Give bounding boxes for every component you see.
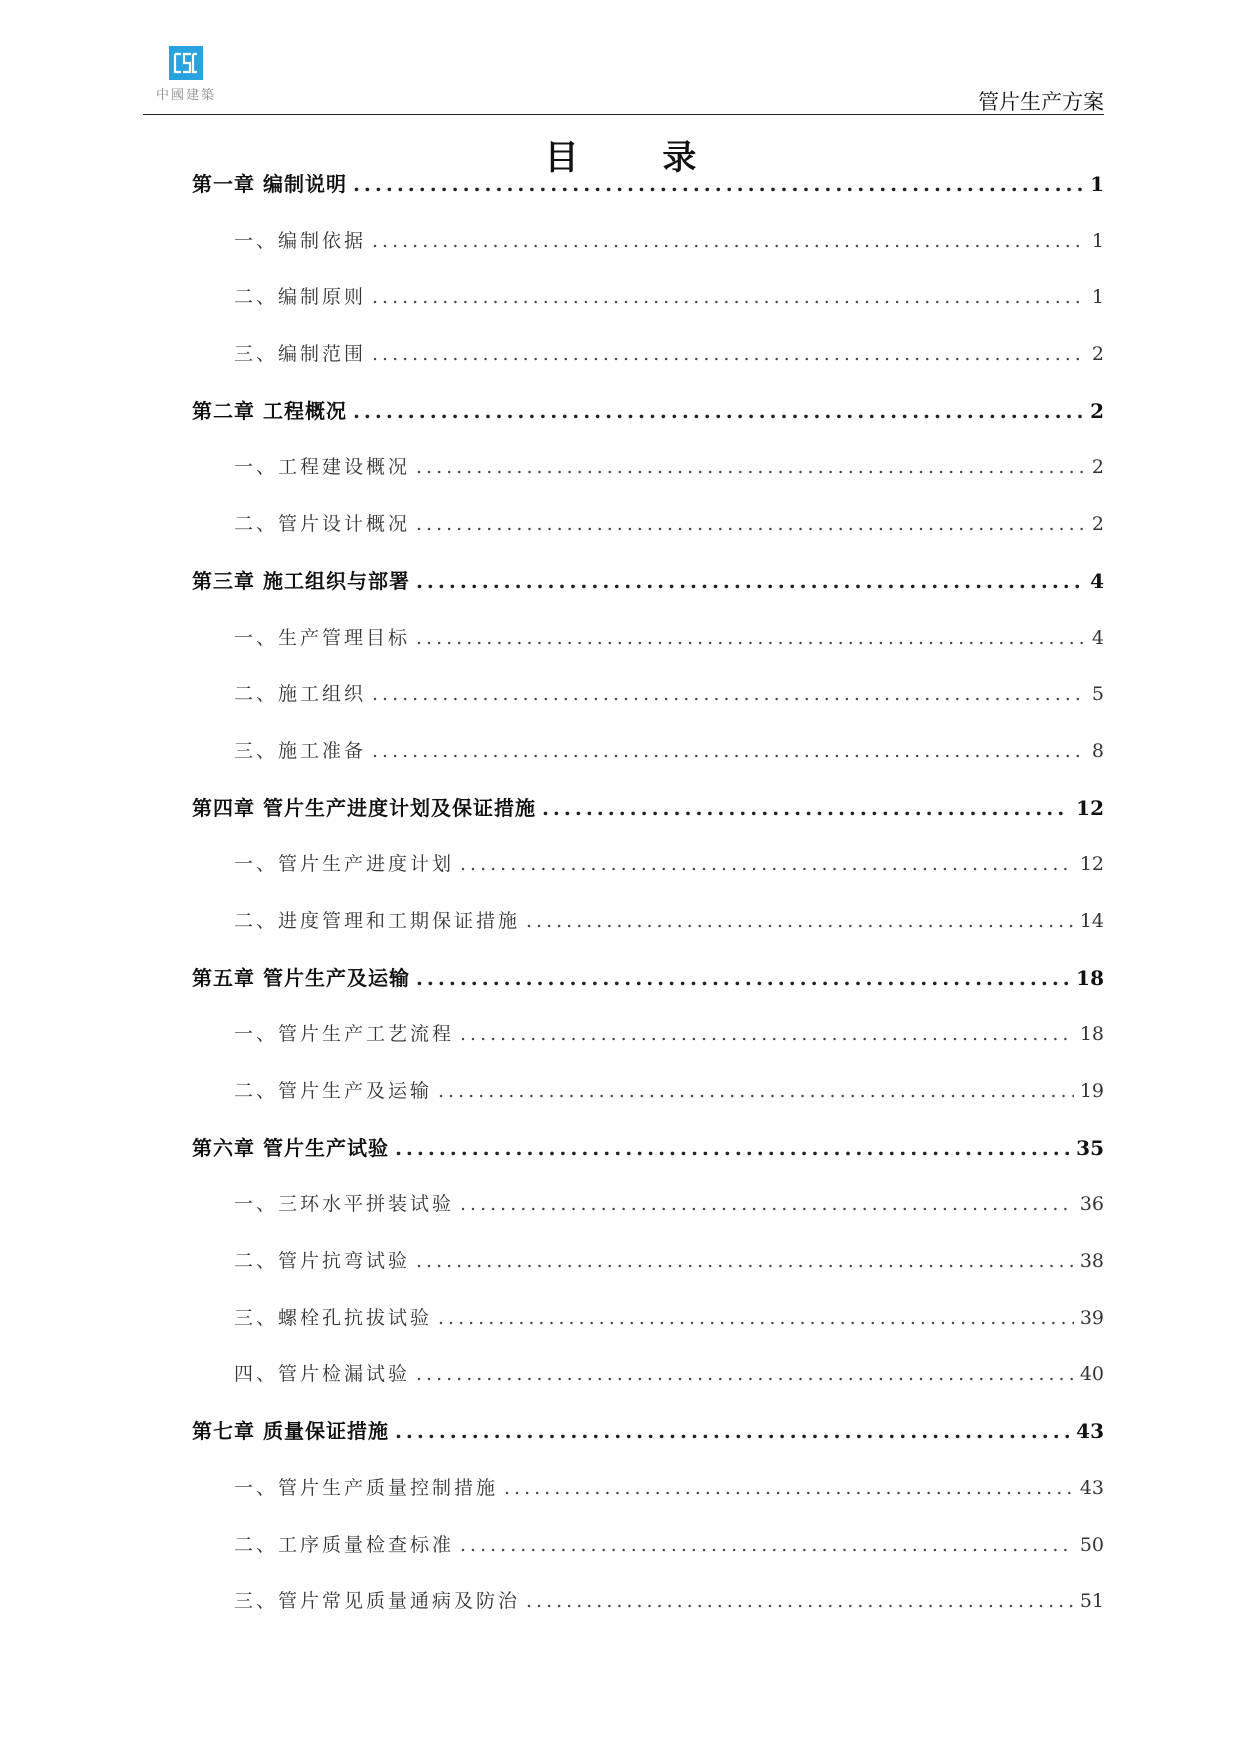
- toc-chapter-entry[interactable]: [192, 957, 1104, 1014]
- toc-dot-leader: [353, 390, 1084, 432]
- toc-entry-label: 第一章 编制说明: [192, 172, 347, 196]
- toc-section-entry[interactable]: [192, 1013, 1104, 1070]
- toc-entry-label: 二、进度管理和工期保证措施: [234, 909, 521, 932]
- toc-dot-leader: [542, 787, 1070, 829]
- toc-chapter-entry[interactable]: [192, 390, 1104, 447]
- toc-section-entry[interactable]: [192, 1467, 1104, 1524]
- toc-section-entry[interactable]: [192, 446, 1104, 503]
- toc-page-number: 2: [1091, 513, 1104, 536]
- toc-page-number: 40: [1079, 1363, 1104, 1386]
- table-of-contents: [192, 163, 1104, 1637]
- toc-entry-label: 二、编制原则: [234, 286, 367, 309]
- toc-section-entry[interactable]: [192, 1070, 1104, 1127]
- toc-chapter-entry[interactable]: [192, 560, 1104, 617]
- toc-section-entry[interactable]: [192, 1297, 1104, 1354]
- toc-entry-label: 三、编制范围: [234, 343, 367, 366]
- toc-dot-leader: [395, 1410, 1070, 1452]
- toc-page-number: 43: [1076, 1419, 1104, 1444]
- toc-page-number: 2: [1091, 343, 1104, 366]
- toc-dot-leader: [504, 1467, 1074, 1509]
- toc-page-number: 12: [1079, 853, 1104, 876]
- toc-section-entry[interactable]: [192, 1580, 1104, 1637]
- toc-page-number: 19: [1079, 1080, 1104, 1102]
- toc-entry-label: 三、螺栓孔抗拔试验: [234, 1306, 433, 1329]
- toc-page-number: 36: [1079, 1193, 1104, 1216]
- toc-entry-label: 三、管片常见质量通病及防治: [234, 1590, 521, 1613]
- toc-dot-leader: [416, 503, 1086, 545]
- toc-entry-label: 第三章 施工组织与部署: [192, 568, 410, 593]
- toc-page-number: 5: [1091, 683, 1104, 706]
- toc-dot-leader: [460, 843, 1074, 885]
- toc-dot-leader: [460, 1524, 1074, 1566]
- toc-section-entry[interactable]: [192, 503, 1104, 560]
- toc-page-number: 1: [1090, 172, 1104, 196]
- toc-page-number: 50: [1079, 1533, 1104, 1556]
- toc-dot-leader: [460, 1013, 1074, 1055]
- toc-dot-leader: [416, 560, 1084, 602]
- toc-dot-leader: [526, 1580, 1074, 1622]
- toc-entry-label: 二、管片抗弯试验: [234, 1250, 411, 1273]
- toc-dot-leader: [416, 957, 1070, 999]
- toc-dot-leader: [372, 333, 1086, 375]
- document-title: 管片生产方案: [978, 90, 1104, 114]
- toc-dot-leader: [460, 1183, 1074, 1225]
- toc-section-entry[interactable]: [192, 673, 1104, 730]
- header-divider: [143, 114, 1104, 115]
- toc-dot-leader: [395, 1127, 1070, 1169]
- toc-dot-leader: [372, 673, 1086, 715]
- toc-entry-label: 一、管片生产质量控制措施: [234, 1476, 499, 1499]
- toc-entry-label: 二、管片设计概况: [234, 513, 411, 536]
- toc-chapter-entry[interactable]: [192, 163, 1104, 220]
- toc-page-number: 35: [1076, 1135, 1104, 1160]
- toc-entry-label: 二、施工组织: [234, 683, 367, 706]
- cscec-logo-icon: [169, 46, 203, 80]
- toc-page-number: 51: [1079, 1590, 1104, 1613]
- toc-section-entry[interactable]: [192, 333, 1104, 390]
- toc-page-number: 2: [1090, 398, 1104, 423]
- toc-page-number: 38: [1079, 1250, 1104, 1273]
- toc-page-number: 1: [1091, 229, 1104, 252]
- toc-page-number: 43: [1079, 1476, 1104, 1499]
- toc-dot-leader: [372, 730, 1086, 772]
- toc-entry-label: 一、管片生产进度计划: [234, 853, 455, 876]
- toc-entry-label: 二、工序质量检查标准: [234, 1533, 455, 1556]
- toc-entry-label: 第七章 质量保证措施: [192, 1419, 389, 1444]
- toc-page-number: 1: [1091, 286, 1104, 309]
- toc-entry-label: 一、编制依据: [234, 229, 367, 252]
- toc-chapter-entry[interactable]: [192, 1410, 1104, 1467]
- toc-page-number: 12: [1076, 795, 1104, 820]
- toc-page-number: 14: [1079, 909, 1104, 932]
- toc-section-entry[interactable]: [192, 220, 1104, 277]
- toc-page-number: 18: [1076, 965, 1104, 990]
- toc-entry-label: 三、施工准备: [234, 739, 367, 762]
- toc-entry-label: 一、生产管理目标: [234, 626, 411, 649]
- toc-entry-label: 第六章 管片生产试验: [192, 1135, 389, 1160]
- toc-dot-leader: [438, 1070, 1074, 1112]
- toc-dot-leader: [416, 446, 1086, 488]
- toc-entry-label: 二、管片生产及运输: [234, 1080, 433, 1102]
- toc-section-entry[interactable]: [192, 900, 1104, 957]
- toc-section-entry[interactable]: [192, 276, 1104, 333]
- toc-dot-leader: [353, 163, 1084, 205]
- toc-entry-label: 一、工程建设概况: [234, 456, 411, 479]
- toc-heading: 目 录: [544, 138, 733, 178]
- toc-section-entry[interactable]: [192, 1353, 1104, 1410]
- toc-entry-label: 一、三环水平拼装试验: [234, 1193, 455, 1216]
- toc-section-entry[interactable]: [192, 1524, 1104, 1581]
- toc-entry-label: 四、管片检漏试验: [234, 1363, 411, 1386]
- toc-page-number: 4: [1091, 626, 1104, 649]
- toc-page-number: 4: [1090, 568, 1104, 593]
- toc-page-number: 39: [1079, 1306, 1104, 1329]
- logo-text: 中國建築: [155, 88, 216, 103]
- toc-dot-leader: [416, 617, 1086, 659]
- toc-dot-leader: [372, 220, 1086, 262]
- toc-entry-label: 第五章 管片生产及运输: [192, 965, 410, 990]
- toc-section-entry[interactable]: [192, 730, 1104, 787]
- toc-section-entry[interactable]: [192, 1183, 1104, 1240]
- toc-page-number: 2: [1091, 456, 1104, 479]
- toc-section-entry[interactable]: [192, 843, 1104, 900]
- toc-dot-leader: [416, 1353, 1074, 1395]
- toc-section-entry[interactable]: [192, 617, 1104, 674]
- toc-entry-label: 一、管片生产工艺流程: [234, 1023, 455, 1046]
- toc-entry-label: 第四章 管片生产进度计划及保证措施: [192, 795, 536, 820]
- toc-page-number: 18: [1079, 1023, 1104, 1046]
- toc-section-entry[interactable]: [192, 1240, 1104, 1297]
- toc-entry-label: 第二章 工程概况: [192, 398, 347, 423]
- toc-dot-leader: [372, 276, 1086, 318]
- toc-dot-leader: [526, 900, 1074, 942]
- toc-chapter-entry[interactable]: [192, 787, 1104, 844]
- toc-dot-leader: [416, 1240, 1074, 1282]
- company-logo: [148, 46, 224, 103]
- toc-page-number: 8: [1091, 739, 1104, 762]
- toc-dot-leader: [438, 1297, 1074, 1339]
- toc-chapter-entry[interactable]: [192, 1127, 1104, 1184]
